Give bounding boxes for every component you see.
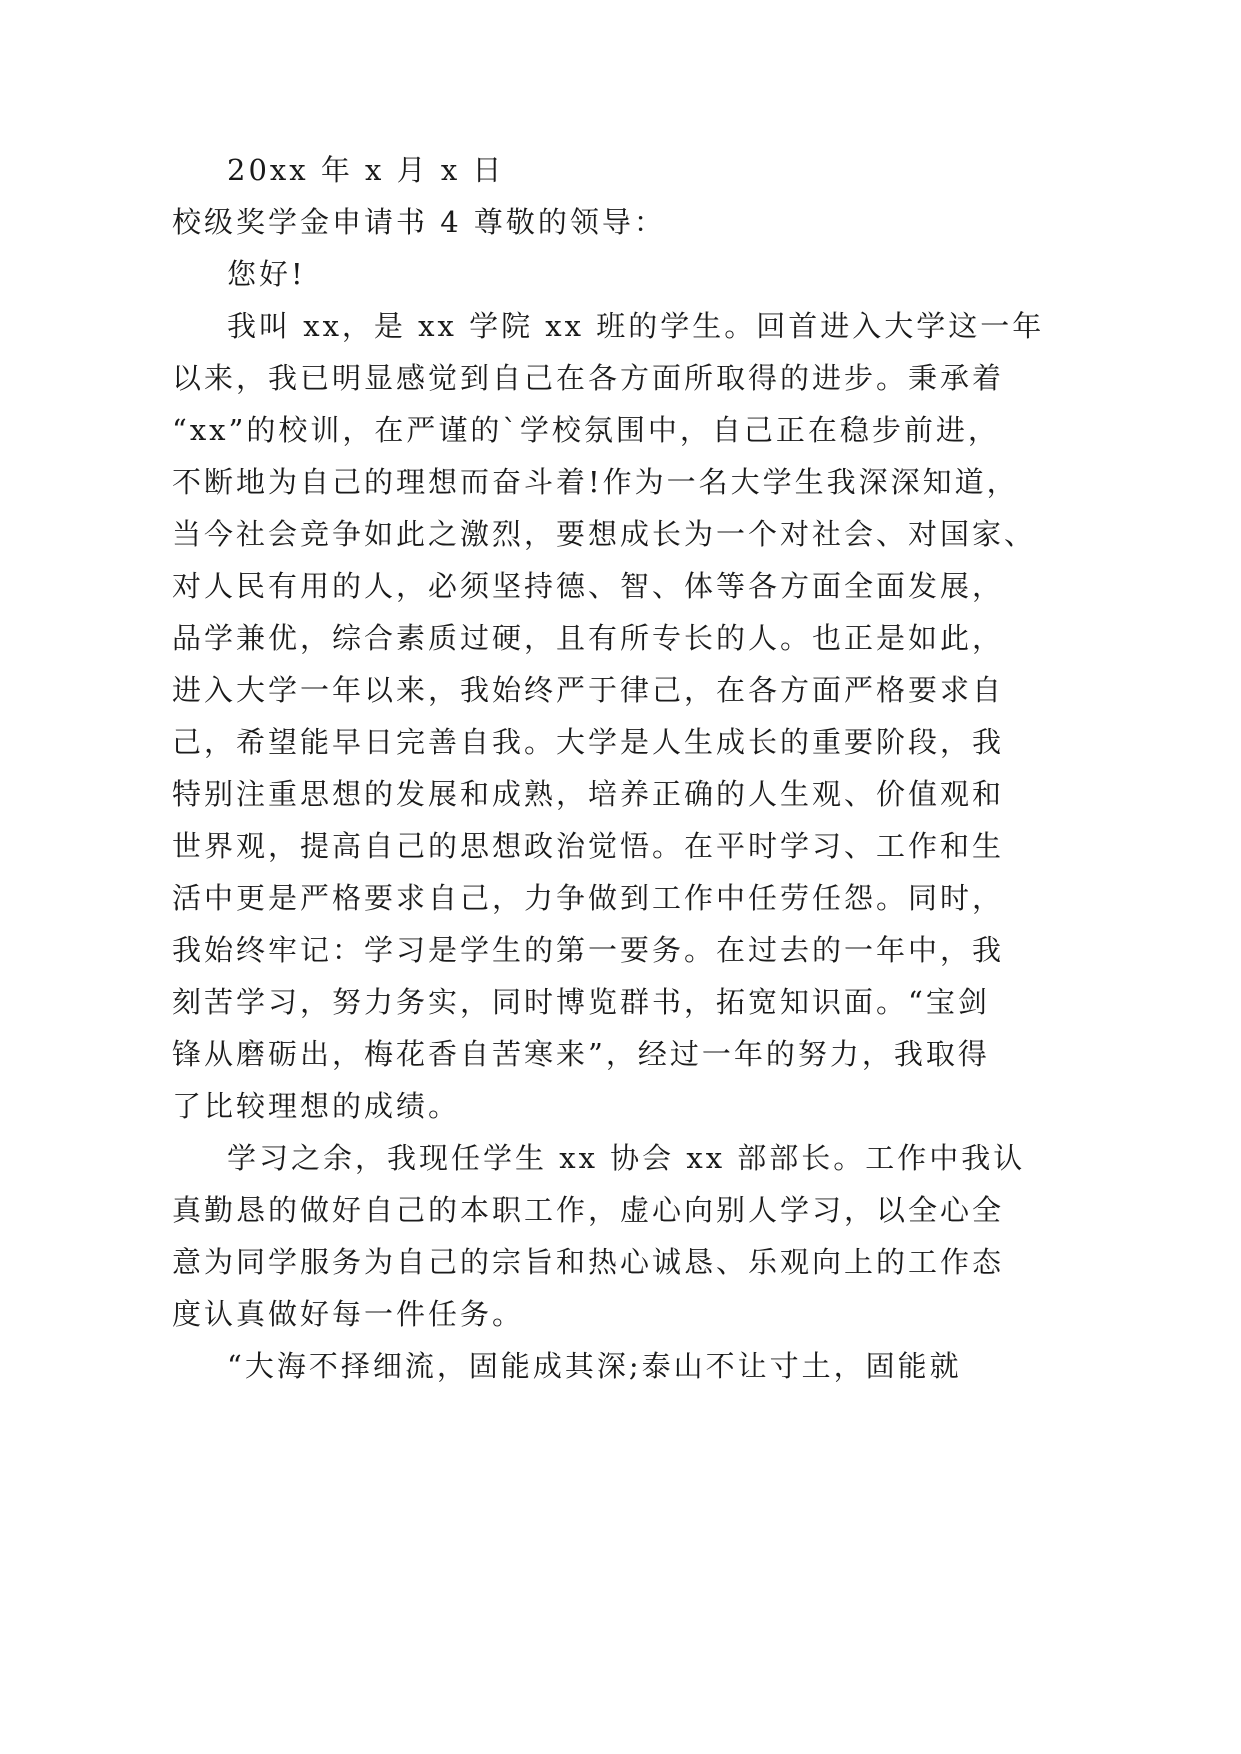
paragraph-line: “大海不择细流，固能成其深;泰山不让寸土，固能就	[227, 1349, 962, 1383]
date-line: 20xx 年 x 月 x 日	[227, 153, 505, 187]
paragraph-line: 活中更是严格要求自己，力争做到工作中任劳任怨。同时，	[172, 881, 1005, 915]
paragraph-line: 世界观，提高自己的思想政治觉悟。在平时学习、工作和生	[172, 829, 1005, 863]
paragraph-line: 特别注重思想的发展和成熟，培养正确的人生观、价值观和	[172, 777, 1005, 811]
document-heading: 校级奖学金申请书 4 尊敬的领导：	[172, 205, 666, 239]
paragraph-line: 了比较理想的成绩。	[172, 1089, 461, 1123]
paragraph-line: 己，希望能早日完善自我。大学是人生成长的重要阶段，我	[172, 725, 1005, 759]
paragraph-line: 以来，我已明显感觉到自己在各方面所取得的进步。秉承着	[172, 361, 1005, 395]
paragraph-line: 不断地为自己的理想而奋斗着!作为一名大学生我深深知道，	[172, 465, 1019, 499]
paragraph-line: “xx”的校训，在严谨的`学校氛围中，自己正在稳步前进，	[172, 413, 1000, 447]
paragraph-line: 对人民有用的人，必须坚持德、智、体等各方面全面发展，	[172, 569, 1005, 603]
paragraph-line: 我始终牢记：学习是学生的第一要务。在过去的一年中，我	[172, 933, 1005, 967]
paragraph-line: 刻苦学习，努力务实，同时博览群书，拓宽知识面。“宝剑	[172, 985, 990, 1019]
paragraph-line: 我叫 xx，是 xx 学院 xx 班的学生。回首进入大学这一年	[227, 309, 1045, 343]
paragraph-line: 锋从磨砺出，梅花香自苦寒来”，经过一年的努力，我取得	[172, 1037, 990, 1071]
paragraph-line: 真勤恳的做好自己的本职工作，虚心向别人学习，以全心全	[172, 1193, 1005, 1227]
paragraph-line: 意为同学服务为自己的宗旨和热心诚恳、乐观向上的工作态	[172, 1245, 1005, 1279]
paragraph-line: 度认真做好每一件任务。	[172, 1297, 525, 1331]
paragraph-line: 进入大学一年以来，我始终严于律己，在各方面严格要求自	[172, 673, 1005, 707]
paragraph-line: 学习之余，我现任学生 xx 协会 xx 部部长。工作中我认	[227, 1141, 1026, 1175]
paragraph-line: 当今社会竞争如此之激烈，要想成长为一个对社会、对国家、	[172, 517, 1037, 551]
paragraph-line: 品学兼优，综合素质过硬，且有所专长的人。也正是如此，	[172, 621, 1005, 655]
greeting: 您好!	[227, 257, 306, 291]
